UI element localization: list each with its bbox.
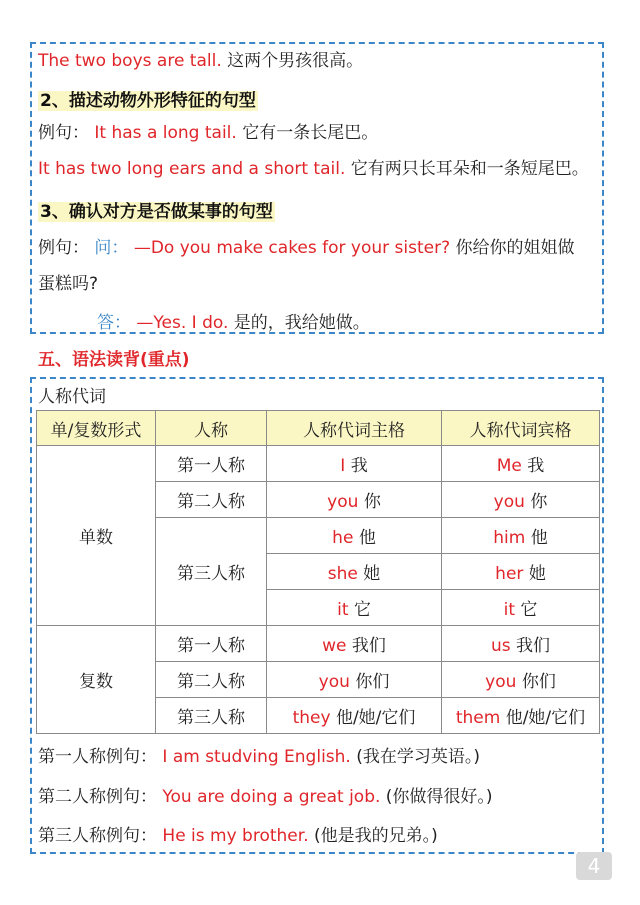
chinese-text: (我在学习英语。) (356, 747, 481, 767)
header-object: 人称代词宾格 (442, 411, 600, 446)
subject-cell: she 她 (267, 554, 442, 590)
example-first-person (38, 742, 480, 767)
line-ask (38, 233, 575, 258)
english-text: —Do you make cakes for your sister? (133, 238, 451, 258)
line-answer (97, 308, 370, 333)
line-boys-tall (38, 46, 363, 71)
chinese-text: 是的，我给她做。 (233, 313, 370, 333)
subject-cell: we 我们 (267, 626, 442, 662)
ask-label: 问： (94, 238, 129, 258)
person-cell: 第一人称 (156, 626, 267, 662)
object-cell: him 他 (442, 518, 600, 554)
header-subject: 人称代词主格 (267, 411, 442, 446)
subject-cell: they 他/她/它们 (267, 698, 442, 734)
example-label: 第三人称例句： (38, 826, 157, 846)
person-cell: 第一人称 (156, 446, 267, 482)
table-title: 人称代词 (38, 387, 106, 407)
person-cell: 第三人称 (156, 698, 267, 734)
english-text: I am studving English. (162, 747, 351, 767)
example-label: 例句： (38, 123, 89, 143)
chinese-text: 这两个男孩很高。 (227, 51, 364, 71)
person-cell: 第二人称 (156, 482, 267, 518)
header-number: 单/复数形式 (37, 411, 156, 446)
subject-cell: he 他 (267, 518, 442, 554)
subject-cell: I 我 (267, 446, 442, 482)
person-cell: 第三人称 (156, 518, 267, 626)
english-text: You are doing a great job. (162, 787, 381, 807)
singular-cell: 单数 (37, 446, 156, 626)
pronoun-table (36, 410, 600, 734)
example-third-person (38, 821, 438, 846)
plural-cell: 复数 (37, 626, 156, 734)
heading-text: 3、确认对方是否做某事的句型 (40, 202, 273, 222)
line-long-tail (38, 118, 378, 143)
english-text: It has a long tail. (94, 123, 237, 143)
object-cell: it 它 (442, 590, 600, 626)
english-text: He is my brother. (162, 826, 309, 846)
answer-label: 答： (97, 313, 131, 333)
object-cell: them 他/她/它们 (442, 698, 600, 734)
english-text: —Yes. I do. (136, 313, 229, 333)
example-label: 第二人称例句： (38, 787, 157, 807)
example-second-person (38, 782, 493, 807)
english-text: It has two long ears and a short tail. (38, 159, 346, 179)
chinese-text: 它有两只长耳朵和一条短尾巴。 (350, 159, 589, 179)
object-cell: you 你 (442, 482, 600, 518)
chinese-text: (他是我的兄弟。) (314, 826, 438, 846)
example-label: 第一人称例句： (38, 747, 157, 767)
subject-cell: you 你们 (267, 662, 442, 698)
heading-confirm-action (38, 197, 275, 222)
heading-text: 2、描述动物外形特征的句型 (40, 91, 256, 111)
line-ask-continued (38, 269, 98, 294)
table-row (37, 626, 600, 662)
chinese-text: 它有一条长尾巴。 (242, 123, 379, 143)
chinese-text: 你给你的姐姐做 (455, 238, 575, 258)
object-cell: us 我们 (442, 626, 600, 662)
section-title: 五、语法读背(重点) (38, 350, 190, 370)
object-cell: Me 我 (442, 446, 600, 482)
english-text: The two boys are tall. (38, 51, 222, 71)
table-row (37, 446, 600, 482)
chinese-text: (你做得很好。) (385, 787, 493, 807)
subject-cell: it 它 (267, 590, 442, 626)
heading-animal-description (38, 86, 258, 111)
line-long-ears (38, 154, 589, 179)
chinese-text: 蛋糕吗? (38, 274, 99, 294)
table-header-row (37, 411, 600, 446)
page-number: 4 (576, 852, 612, 880)
example-label: 例句： (38, 238, 89, 258)
header-person: 人称 (156, 411, 267, 446)
object-cell: her 她 (442, 554, 600, 590)
subject-cell: you 你 (267, 482, 442, 518)
person-cell: 第二人称 (156, 662, 267, 698)
object-cell: you 你们 (442, 662, 600, 698)
